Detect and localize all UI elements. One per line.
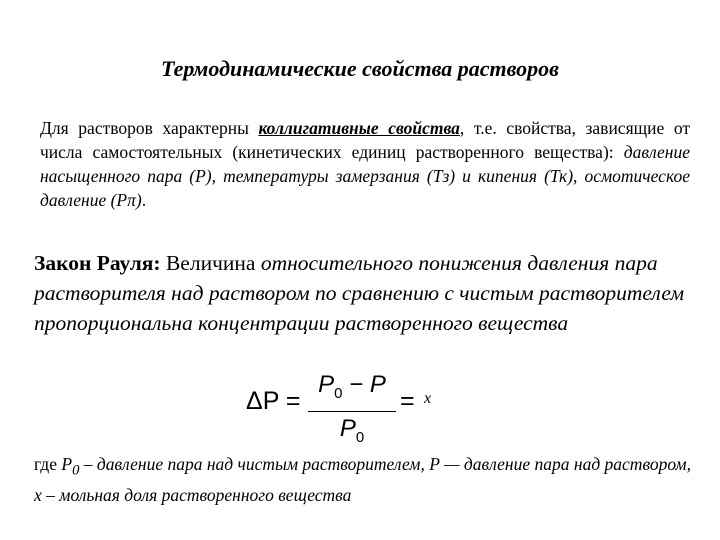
where-x: x (34, 484, 42, 505)
formula-numerator (306, 370, 398, 409)
law-statement: относительного понижения давления пара растворителя над раствором по сравнению с чистым растворителем пропорциональна концентрации растворенного вещества (34, 251, 685, 335)
where-text-2: – давление пара над чистым растворителем, (79, 454, 430, 474)
properties-list: давление насыщенного пара (Р), температуры замерзания (Тз) и кипения (Тк), осмотическое давление (Рπ) (40, 142, 690, 210)
intro-text-1: Для растворов характерны (40, 118, 259, 138)
where-p: P (429, 454, 440, 474)
where-text-4: – мольная доля растворенного вещества (41, 484, 352, 505)
slide-title: Термодинамические свойства растворов (160, 56, 560, 81)
colligative-term: коллигативные свойства (258, 118, 460, 138)
num-p: P (318, 371, 335, 398)
den-sub: 0 (355, 429, 365, 447)
law-name: Закон Рауля: (34, 251, 161, 275)
where-text-3: — давление пара над раствором, (439, 454, 691, 474)
raoult-law-paragraph (34, 248, 694, 338)
raoult-formula (246, 370, 446, 447)
where-text-1: где (34, 454, 62, 474)
formula-denominator (306, 414, 398, 453)
formula-lhs: ΔP = (246, 387, 301, 415)
intro-end: . (141, 190, 147, 210)
where-paragraph (34, 452, 694, 507)
law-text-1: Величина (160, 251, 261, 275)
num-rest: − P (342, 371, 386, 398)
formula-equals: = (400, 387, 415, 415)
den-p: P (339, 415, 356, 443)
intro-text-2: , т.е. свойства, зависящие от числа самостоятельных (кинетических единиц растворенного вещества): (40, 118, 690, 162)
formula-rhs: x (424, 390, 432, 407)
where-p0-sub: 0 (72, 462, 80, 479)
num-sub: 0 (334, 384, 343, 402)
where-p0: P (61, 454, 73, 474)
formula-fraction (306, 370, 398, 453)
fraction-bar (308, 411, 396, 413)
intro-paragraph (40, 116, 690, 212)
